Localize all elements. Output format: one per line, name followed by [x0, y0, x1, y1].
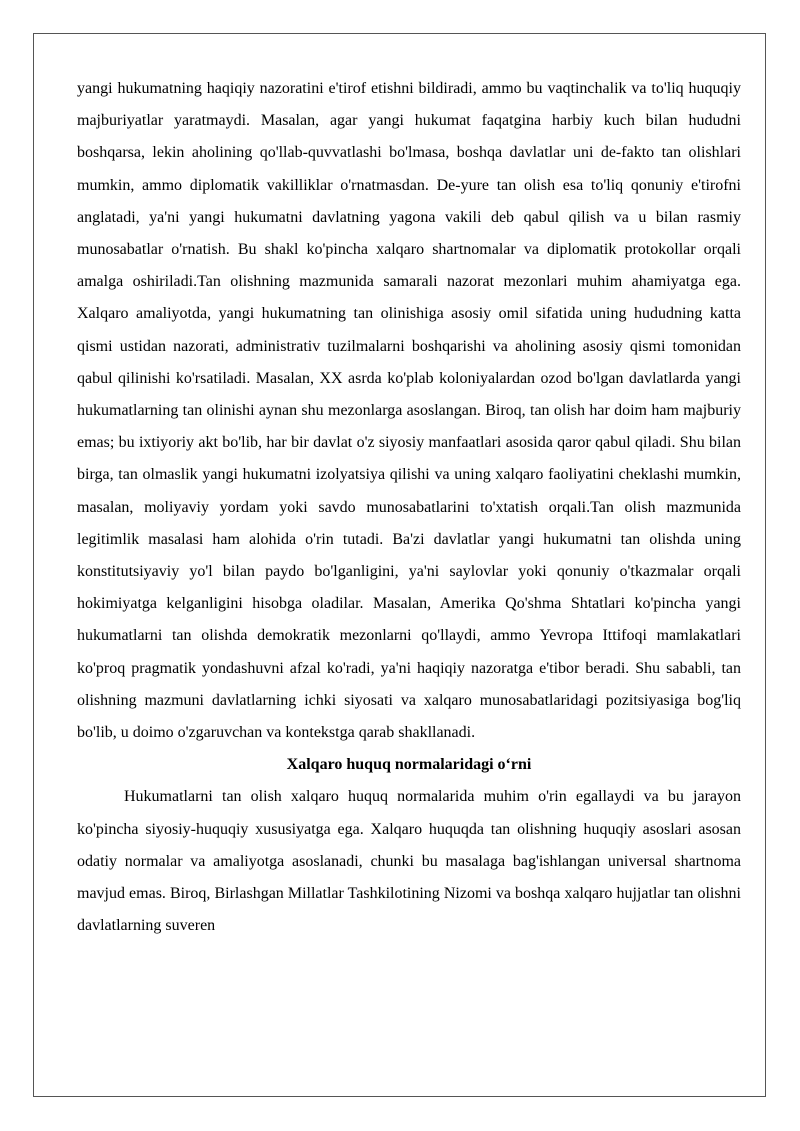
- body-paragraph: yangi hukumatning haqiqiy nazoratini e'tirof etishni bildiradi, ammo bu vaqtinchalik va to'liq huquqiy majburiyatlar yaratmaydi. Masalan, agar yangi hukumat faqatgina harbiy kuch bilan hududni boshqarsa, lekin aholining qo'llab-quvvatlashi bo'lmasa, boshqa davlatlar uni de-fakto tan olishlari mumkin, ammo diplomatik vakilliklar o'rnatmasdan. De-yure tan olish esa to'liq qonuniy e'tirofni anglatadi, ya'ni yangi hukumatni davlatning yagona vakili deb qabul qilish va u bilan rasmiy munosabatlar o'rnatish. Bu shakl ko'pincha xalqaro shartnomalar va diplomatik protokollar orqali amalga oshiriladi.Tan olishning mazmunida samarali nazorat mezonlari muhim ahamiyatga ega. Xalqaro amaliyotda, yangi hukumatning tan olinishiga asosiy omil sifatida uning hududning katta qismi ustidan nazorati, administrativ tuzilmalarni boshqarishi va aholining asosiy qismi tomonidan qabul qilinishi ko'rsatiladi. Masalan, XX asrda ko'plab koloniyalardan ozod bo'lgan davlatlarda yangi hukumatlarning tan olinishi aynan shu mezonlarga asoslangan. Biroq, tan olish har doim ham majburiy emas; bu ixtiyoriy akt bo'lib, har bir davlat o'z siyosiy manfaatlari asosida qaror qabul qiladi. Shu bilan birga, tan olmaslik yangi hukumatni izolyatsiya qilishi va uning xalqaro faoliyatini cheklashi mumkin, masalan, moliyaviy yordam yoki savdo munosabatlarini to'xtatish orqali.Tan olish mazmunida legitimlik masalasi ham alohida o'rin tutadi. Ba'zi davlatlar yangi hukumatni tan olishda uning konstitutsiyaviy yo'l bilan paydo bo'lganligini, ya'ni saylovlar yoki qonuniy o'tkazmalar orqali hokimiyatga kelganligini hisobga oladilar. Masalan, Amerika Qo'shma Shtatlari ko'pincha yangi hukumatlarni tan olishda demokratik mezonlarni qo'llaydi, ammo Yevropa Ittifoqi mamlakatlari ko'proq pragmatik yondashuvni afzal ko'radi, ya'ni haqiqiy nazoratga e'tibor beradi. Shu sababli, tan olishning mazmuni davlatlarning ichki siyosati va xalqaro munosabatlaridagi pozitsiyasiga bog'liq bo'lib, u doimo o'zgaruvchan va kontekstga qarab shakllanadi.: [77, 80, 741, 742]
- body-paragraph: Hukumatlarni tan olish xalqaro huquq normalarida muhim o'rin egallaydi va bu jarayon ko'pincha siyosiy-huquqiy xususiyatga ega. Xalqaro huquqda tan olishning huquqiy asoslari asosan odatiy normalar va amaliyotga asoslanadi, chunki bu masalaga bag'ishlangan universal shartnoma mavjud emas. Biroq, Birlashgan Millatlar Tashkilotining Nizomi va boshqa xalqaro hujjatlar tan olishni davlatlarning suveren: [77, 788, 741, 935]
- section-heading: Xalqaro huquq normalaridagi o‘rni: [286, 756, 532, 774]
- document-body: [77, 73, 741, 942]
